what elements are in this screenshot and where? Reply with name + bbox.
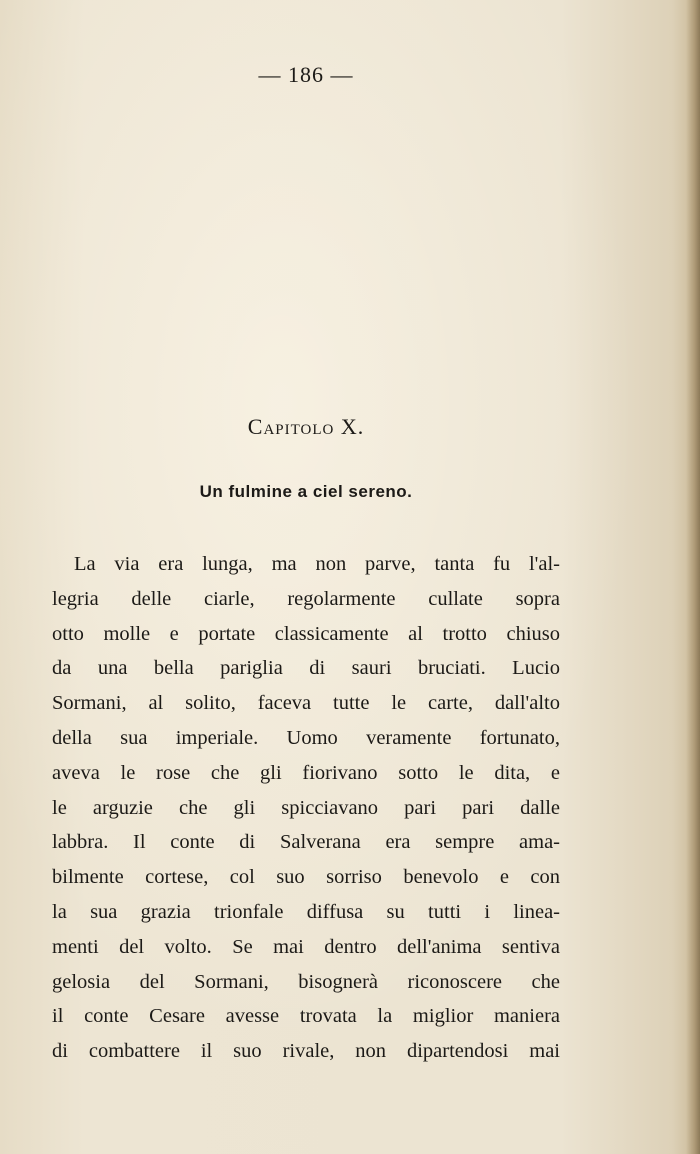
chapter-subtitle: Un fulmine a ciel sereno. [199, 482, 413, 501]
text-line: bilmente cortese, col suo sorriso benevolo e con [52, 866, 560, 889]
text-line: Sormani, al solito, faceva tutte le carte, dall'alto [52, 692, 560, 715]
text-line: da una bella pariglia di sauri bruciati. Lucio [52, 657, 560, 680]
text-line: legria delle ciarle, regolarmente cullate sopra [52, 587, 560, 610]
text-line: gelosia del Sormani, bisognerà riconoscere che [52, 970, 560, 993]
text-line: menti del volto. Se mai dentro dell'anima sentiva [52, 935, 560, 958]
body-text [52, 547, 560, 1069]
chapter-title: Capitolo X. [247, 414, 365, 439]
text-line: le arguzie che gli spicciavano pari pari dalle [52, 796, 560, 819]
text-line: della sua imperiale. Uomo veramente fortunato, [52, 726, 560, 749]
text-line: il conte Cesare avesse trovata la miglior maniera [52, 1005, 560, 1028]
text-line: labbra. Il conte di Salverana era sempre ama- [52, 831, 560, 854]
text-line: aveva le rose che gli fiorivano sotto le dita, e [52, 761, 560, 784]
text-line: La via era lunga, ma non parve, tanta fu l'al- [74, 553, 560, 575]
text-line: otto molle e portate classicamente al trotto chiuso [52, 622, 560, 645]
page-edge-shadow [686, 0, 700, 1154]
text-line: la sua grazia trionfale diffusa su tutti i linea- [52, 900, 560, 923]
page-number: — 186 — [258, 62, 354, 87]
text-line: di combattere il suo rivale, non dipartendosi mai [52, 1040, 560, 1063]
